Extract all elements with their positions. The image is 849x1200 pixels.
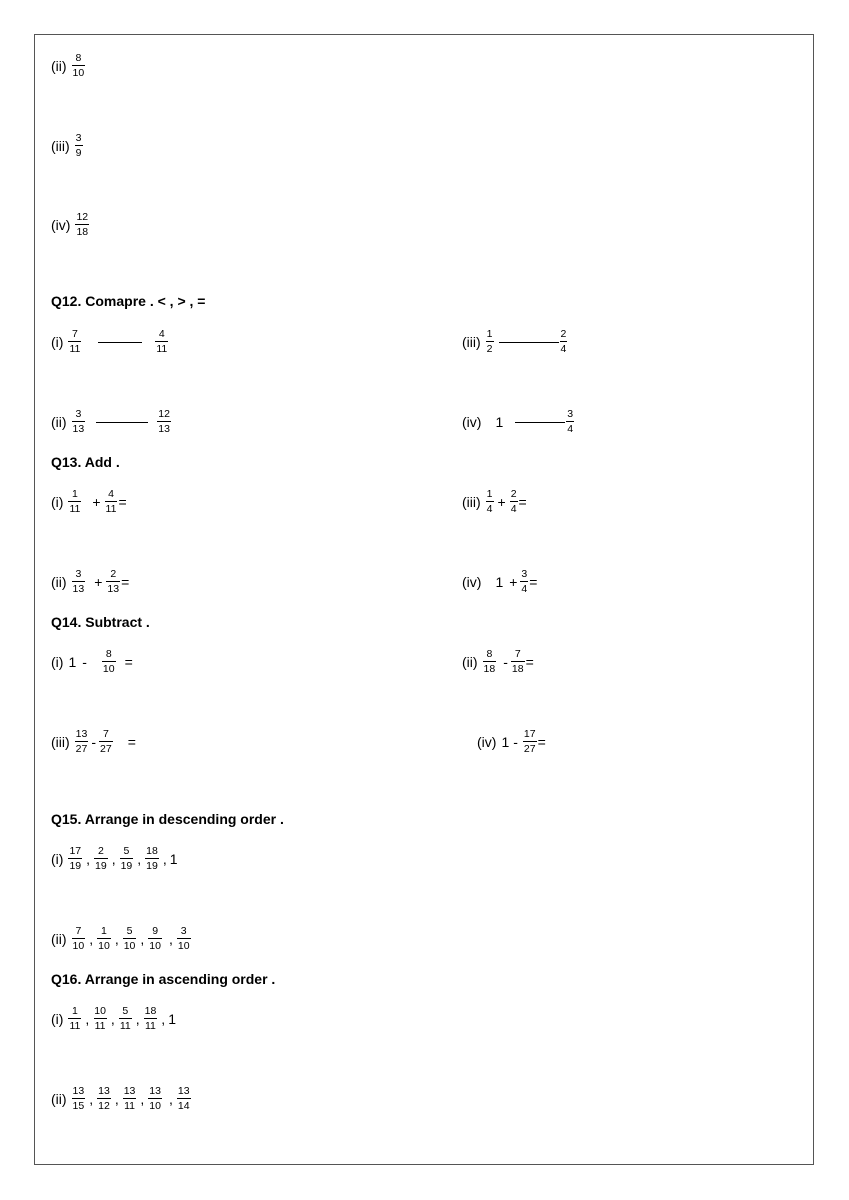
numerator: 7 — [75, 925, 82, 937]
minus-sign: - — [82, 653, 87, 670]
answer-blank[interactable] — [515, 421, 565, 423]
numerator: 3 — [75, 408, 82, 420]
numerator: 4 — [158, 328, 165, 340]
denominator: 10 — [102, 662, 115, 675]
fraction — [177, 1086, 191, 1111]
item-label: (iii) — [51, 137, 70, 154]
item-label: (ii) — [51, 1090, 67, 1107]
denominator: 4 — [521, 582, 528, 595]
numerator: 12 — [76, 211, 89, 223]
denominator: 19 — [69, 859, 82, 872]
q13-item-i — [51, 489, 127, 514]
numerator: 5 — [122, 1005, 129, 1017]
q15-item-ii — [51, 926, 192, 951]
fraction — [106, 569, 120, 594]
fraction — [105, 489, 118, 514]
equals-sign: = — [121, 573, 130, 590]
comma: , — [114, 930, 119, 947]
q16-heading: Q16. Arrange in ascending order . — [51, 971, 276, 987]
denominator: 13 — [72, 582, 85, 595]
item-label: (iii) — [462, 333, 481, 350]
numerator: 13 — [123, 1085, 136, 1097]
comma: , — [162, 850, 167, 867]
item-label: (iv) — [462, 573, 482, 590]
fraction — [145, 846, 159, 871]
q11-item-iv — [51, 212, 90, 237]
fraction — [560, 329, 568, 354]
numerator: 17 — [523, 728, 536, 740]
denominator: 4 — [510, 502, 517, 515]
numerator: 2 — [510, 488, 517, 500]
item-label: (i) — [51, 1010, 64, 1027]
q15-item-i — [51, 846, 178, 871]
denominator: 10 — [149, 1099, 161, 1112]
item-label: (ii) — [51, 930, 67, 947]
comma: , — [135, 1010, 140, 1027]
q14-item-ii — [462, 649, 534, 674]
q14-item-i — [51, 649, 133, 674]
denominator: 11 — [119, 1019, 131, 1032]
numerator: 7 — [102, 728, 109, 740]
fraction — [148, 1086, 162, 1111]
q12-item-ii — [51, 409, 172, 434]
denominator: 13 — [72, 422, 85, 435]
fraction — [68, 329, 81, 354]
numerator: 2 — [560, 328, 567, 340]
denominator: 2 — [486, 342, 493, 355]
fraction — [511, 649, 525, 674]
item-label: (iii) — [462, 493, 481, 510]
plus-sign: + — [94, 573, 103, 590]
fraction — [68, 846, 82, 871]
fraction — [123, 926, 137, 951]
fraction — [144, 1006, 158, 1031]
numerator: 13 — [75, 728, 88, 740]
item-label: (ii) — [51, 57, 67, 74]
denominator: 10 — [177, 939, 190, 952]
fraction — [120, 846, 134, 871]
item-label: (iv) — [462, 413, 482, 430]
q11-item-iii — [51, 133, 84, 158]
fraction — [97, 926, 111, 951]
fraction — [75, 133, 83, 158]
numerator: 1 — [71, 1005, 78, 1017]
q12-item-iii — [462, 329, 568, 354]
fraction — [93, 1006, 107, 1031]
whole-number: 1 — [168, 1010, 176, 1027]
numerator: 2 — [110, 568, 117, 580]
fraction — [155, 329, 168, 354]
fraction — [94, 846, 108, 871]
denominator: 4 — [560, 342, 567, 355]
denominator: 11 — [124, 1099, 135, 1112]
q13-heading: Q13. Add . — [51, 454, 120, 470]
plus-sign: + — [92, 493, 101, 510]
fraction — [72, 53, 86, 78]
denominator: 10 — [72, 66, 85, 79]
numerator: 3 — [75, 132, 82, 144]
whole-number: 1 — [68, 653, 77, 670]
worksheet-border — [34, 34, 814, 1165]
item-label: (i) — [51, 850, 64, 867]
numerator: 1 — [101, 925, 107, 937]
q14-item-iii — [51, 729, 136, 754]
denominator: 11 — [69, 502, 81, 515]
numerator: 13 — [72, 1085, 85, 1097]
fraction — [72, 569, 86, 594]
equals-sign: = — [118, 493, 127, 510]
equals-sign: = — [525, 653, 534, 670]
q14-heading: Q14. Subtract . — [51, 614, 150, 630]
denominator: 19 — [146, 859, 158, 872]
minus-sign: - — [91, 733, 97, 750]
denominator: 10 — [98, 939, 110, 952]
numerator: 8 — [486, 648, 493, 660]
q16-item-ii — [51, 1086, 192, 1111]
item-label: (iv) — [477, 733, 497, 750]
q11-item-ii — [51, 53, 86, 78]
fraction — [75, 729, 89, 754]
comma: , — [110, 1010, 115, 1027]
equals-sign: = — [518, 493, 527, 510]
numerator: 3 — [567, 408, 574, 420]
fraction — [483, 649, 497, 674]
denominator: 11 — [105, 502, 117, 515]
numerator: 3 — [521, 568, 528, 580]
fraction — [68, 489, 81, 514]
numerator: 4 — [108, 488, 114, 500]
whole-number: 1 — [501, 733, 510, 750]
numerator: 12 — [158, 408, 170, 420]
numerator: 5 — [123, 845, 130, 857]
numerator: 5 — [126, 925, 133, 937]
fraction — [148, 926, 162, 951]
fraction — [75, 212, 89, 237]
comma: , — [168, 1090, 173, 1107]
denominator: 14 — [177, 1099, 190, 1112]
denominator: 4 — [486, 502, 493, 515]
denominator: 11 — [69, 342, 81, 355]
fraction — [72, 926, 86, 951]
q16-item-i — [51, 1006, 176, 1031]
q12-heading: Q12. Comapre . < , > , = — [51, 293, 206, 309]
comma: , — [114, 1090, 119, 1107]
fraction — [102, 649, 116, 674]
denominator: 19 — [120, 859, 133, 872]
comma: , — [86, 850, 91, 867]
whole-number: 1 — [495, 573, 504, 590]
numerator: 18 — [146, 845, 158, 857]
fraction — [177, 926, 191, 951]
numerator: 1 — [71, 488, 78, 500]
denominator: 10 — [123, 939, 136, 952]
fraction — [523, 729, 537, 754]
numerator: 10 — [94, 1005, 106, 1017]
denominator: 11 — [94, 1019, 106, 1032]
fraction — [97, 1086, 111, 1111]
denominator: 18 — [511, 662, 524, 675]
equals-sign: = — [124, 653, 133, 670]
denominator: 27 — [100, 742, 112, 755]
item-label: (i) — [51, 493, 64, 510]
numerator: 17 — [69, 845, 82, 857]
numerator: 2 — [97, 845, 104, 857]
answer-blank[interactable] — [499, 341, 559, 343]
fraction — [510, 489, 518, 514]
comma: , — [89, 1090, 94, 1107]
numerator: 3 — [180, 925, 187, 937]
fraction — [486, 489, 494, 514]
item-label: (ii) — [51, 573, 67, 590]
whole-number: 1 — [169, 850, 178, 867]
numerator: 13 — [177, 1085, 190, 1097]
fraction — [566, 409, 574, 434]
comma: , — [111, 850, 116, 867]
q12-item-iv — [462, 409, 575, 434]
numerator: 8 — [105, 648, 112, 660]
numerator: 9 — [152, 925, 159, 937]
q14-item-iv — [477, 729, 546, 754]
answer-blank[interactable] — [96, 421, 148, 423]
fraction — [72, 1086, 86, 1111]
numerator: 18 — [144, 1005, 157, 1017]
comma: , — [161, 1010, 166, 1027]
q13-item-ii — [51, 569, 129, 594]
denominator: 4 — [567, 422, 574, 435]
q13-item-iii — [462, 489, 527, 514]
item-label: (i) — [51, 333, 64, 350]
minus-sign: - — [503, 653, 508, 670]
numerator: 7 — [71, 328, 78, 340]
numerator: 8 — [75, 52, 82, 64]
denominator: 27 — [75, 742, 88, 755]
comma: , — [140, 930, 145, 947]
fraction — [520, 569, 528, 594]
denominator: 13 — [107, 582, 120, 595]
equals-sign: = — [127, 733, 136, 750]
denominator: 11 — [156, 342, 168, 355]
denominator: 13 — [158, 422, 170, 435]
plus-sign: + — [509, 573, 518, 590]
item-label: (iii) — [51, 733, 70, 750]
numerator: 7 — [514, 648, 521, 660]
denominator: 11 — [145, 1019, 156, 1032]
comma: , — [85, 1010, 90, 1027]
fraction — [119, 1006, 132, 1031]
fraction — [72, 409, 86, 434]
numerator: 13 — [98, 1085, 110, 1097]
fraction — [157, 409, 171, 434]
item-label: (iv) — [51, 216, 71, 233]
denominator: 19 — [95, 859, 107, 872]
denominator: 12 — [98, 1099, 110, 1112]
numerator: 1 — [486, 328, 493, 340]
comma: , — [137, 850, 142, 867]
comma: , — [140, 1090, 145, 1107]
numerator: 1 — [486, 488, 493, 500]
item-label: (ii) — [51, 413, 67, 430]
denominator: 10 — [149, 939, 161, 952]
fraction — [486, 329, 494, 354]
denominator: 10 — [72, 939, 85, 952]
fraction — [123, 1086, 137, 1111]
numerator: 13 — [149, 1085, 161, 1097]
denominator: 9 — [75, 146, 82, 159]
denominator: 18 — [483, 662, 496, 675]
q12-item-i — [51, 329, 169, 354]
plus-sign: + — [497, 493, 506, 510]
fraction — [99, 729, 113, 754]
q13-item-iv — [462, 569, 537, 594]
denominator: 11 — [69, 1019, 81, 1032]
q15-heading: Q15. Arrange in descending order . — [51, 811, 284, 827]
item-label: (ii) — [462, 653, 478, 670]
equals-sign: = — [529, 573, 538, 590]
answer-blank[interactable] — [98, 341, 142, 343]
item-label: (i) — [51, 653, 64, 670]
whole-number: 1 — [495, 413, 504, 430]
denominator: 18 — [76, 225, 89, 238]
minus-sign: - — [513, 733, 518, 750]
numerator: 3 — [75, 568, 82, 580]
comma: , — [89, 930, 94, 947]
comma: , — [168, 930, 173, 947]
equals-sign: = — [537, 733, 546, 750]
denominator: 15 — [72, 1099, 85, 1112]
denominator: 27 — [523, 742, 536, 755]
fraction — [68, 1006, 81, 1031]
